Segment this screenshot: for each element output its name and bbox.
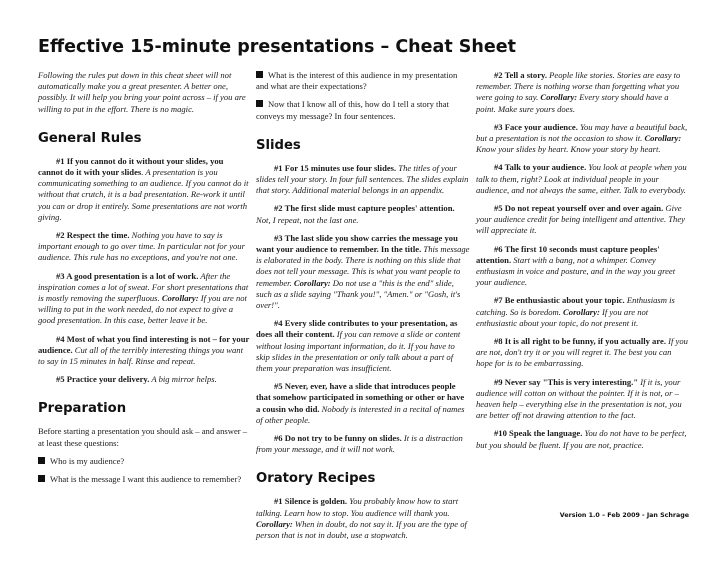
preparation-text: Before starting a presentation you should ask – and answer – at least these questions: [38, 426, 248, 448]
oratory-rule-7: #7 Be enthusiastic about your topic. Enthusiasm is catching. So is boredom. Corollary: If you are not enthusiastic about your topic, do not present it. [476, 295, 675, 328]
general-rule-5: #5 Practice your delivery. A big mirror helps. [56, 374, 217, 385]
bullet-icon [256, 71, 263, 78]
oratory-heading: Oratory Recipes [256, 471, 376, 487]
bullet-icon [38, 475, 45, 482]
general-rule-1: #1 If you cannot do it without your slides, you cannot do it with your slides. A presentation is you communicating something to an audience. If you cannot do it without that crutch, it is a bad presentation. Re-work it until you can or drop it entirely. Some presentations are not worth giving. [38, 155, 249, 222]
question-4: Now that I know all of this, how do I tell a story that conveys my message? In four sentences. [256, 99, 449, 121]
bullet-icon [38, 457, 45, 464]
slides-rule-1: #1 For 15 minutes use four slides. The titles of your slides tell your story. In four full sentences. The slides explain that story. Additional material belongs in an appendix. [256, 162, 469, 196]
slides-rule-4: #4 Every slide contributes to your presentation, as does all their content. If you can remove a slide or content without losing important information, do it. If you have to skip slides in the presentation or only talk about a part of them your preparation was insufficient. [256, 318, 461, 374]
preparation-heading: Preparation [38, 401, 127, 417]
column-1 [38, 70, 250, 492]
intro-text: Following the rules put down in this cheat sheet will not automatically make you a great presenter. A better one, possibly. It will help you bring your point across – if you are willing to put in the effort. There is no magic. [38, 70, 246, 114]
bullet-icon [256, 100, 263, 107]
slides-heading: Slides [256, 137, 301, 153]
slides-rule-5: #5 Never, ever, have a slide that introduces people that somehow participated in something or other or have a cousin who did. Nobody is interested in a recital of names of other people. [256, 381, 465, 425]
slides-rule-6: #6 Do not try to be funny on slides. It is a distraction from your message, and it will not work. [256, 433, 463, 455]
oratory-rule-5: #5 Do not repeat yourself over and over again. Give your audience credit for being intelligent and attentive. They will appreciate it. [476, 203, 685, 236]
general-rule-4: #4 Most of what you find interesting is not – for your audience. Cut all of the terribly interesting things you want to say in 15 minutes in half. Rinse and repeat. [38, 333, 250, 367]
general-rules-heading: General Rules [38, 130, 142, 146]
oratory-rule-9: #9 Never say "This is very interesting." If it is, your audience will cotton on without the pointer. If it is not, or – heaven help – everything else in the presentation is not, you are better off not drawing attention to the fact. [476, 376, 682, 421]
question-2: What is the message I want this audience to remember? [38, 474, 250, 485]
oratory-rule-8: #8 It is all right to be funny, if you actually are. If you are not, don't try it or you will regret it. The best you can hope for is to be embarrassing. [476, 336, 688, 369]
slides-rule-2: #2 The first slide must capture peoples' attention. Not, I repeat, not the last one. [256, 203, 455, 225]
oratory-rule-4: #4 Talk to your audience. You look at people when you talk to them, right? Look at individual people in your audience, and not always the same, either. Talk to everybody. [476, 162, 687, 195]
oratory-rule-2: #2 Tell a story. People like stories. Stories are easy to remember. There is nothing worse than forgetting what you were going to say. Corollary: Every story should have a point. Make sure yours does. [476, 70, 681, 114]
oratory-rule-6: #6 The first 10 seconds must capture peoples' attention. Start with a bang, not a whimper. Convey enthusiasm in voice and posture, and in the way you greet your audience. [476, 243, 676, 288]
general-rule-2: #2 Respect the time. Nothing you have to say is important enough to go over time. In particular not for your audience. This rule has no exceptions, and you're not one. [38, 230, 245, 263]
oratory-rule-3: #3 Face your audience. You may have a beautiful back, but a presentation is not the occasion to show it. Corollary: Know your slides by heart. Know your story by heart. [476, 121, 688, 155]
general-rule-3: #3 A good presentation is a lot of work. After the inspiration comes a lot of sweat. For short presentations that is mostly removing the superfluous. Corollary: If you are not willing to put in the work needed, do not expect to give a good presentation. In this case, better leave it be. [38, 270, 249, 326]
oratory-rule-1: #1 Silence is golden. You probably know how to start talking. Learn how to stop. You audience will thank you. Corollary: When in doubt, do not say it. If you are the type of person that is not in doubt, use a stopwatch. [256, 496, 467, 541]
column-2 [256, 70, 470, 548]
slides-rule-3: #3 The last slide you show carries the message you want your audience to remember. In the title. This message is elaborated in the body. There is nothing on this slide that does not tell your message. This is what you want people to remember. Corollary: Do not use a "this is the end" slide, such as a slide saying "Thank you!", "Amen." or "Gosh, it's over!". [256, 232, 470, 311]
page-title: Effective 15-minute presentations – Cheat Sheet [38, 37, 516, 57]
column-3 [476, 70, 690, 458]
question-3: What is the interest of this audience in my presentation and what are their expectations? [256, 70, 458, 92]
question-1: Who is my audience? [38, 456, 250, 467]
version-footer: Version 1.0 – Feb 2009 - Jan Schrage [559, 512, 689, 519]
oratory-rule-10: #10 Speak the language. You do not have to be perfect, but you should be fluent. If you are not, practice. [476, 428, 687, 450]
